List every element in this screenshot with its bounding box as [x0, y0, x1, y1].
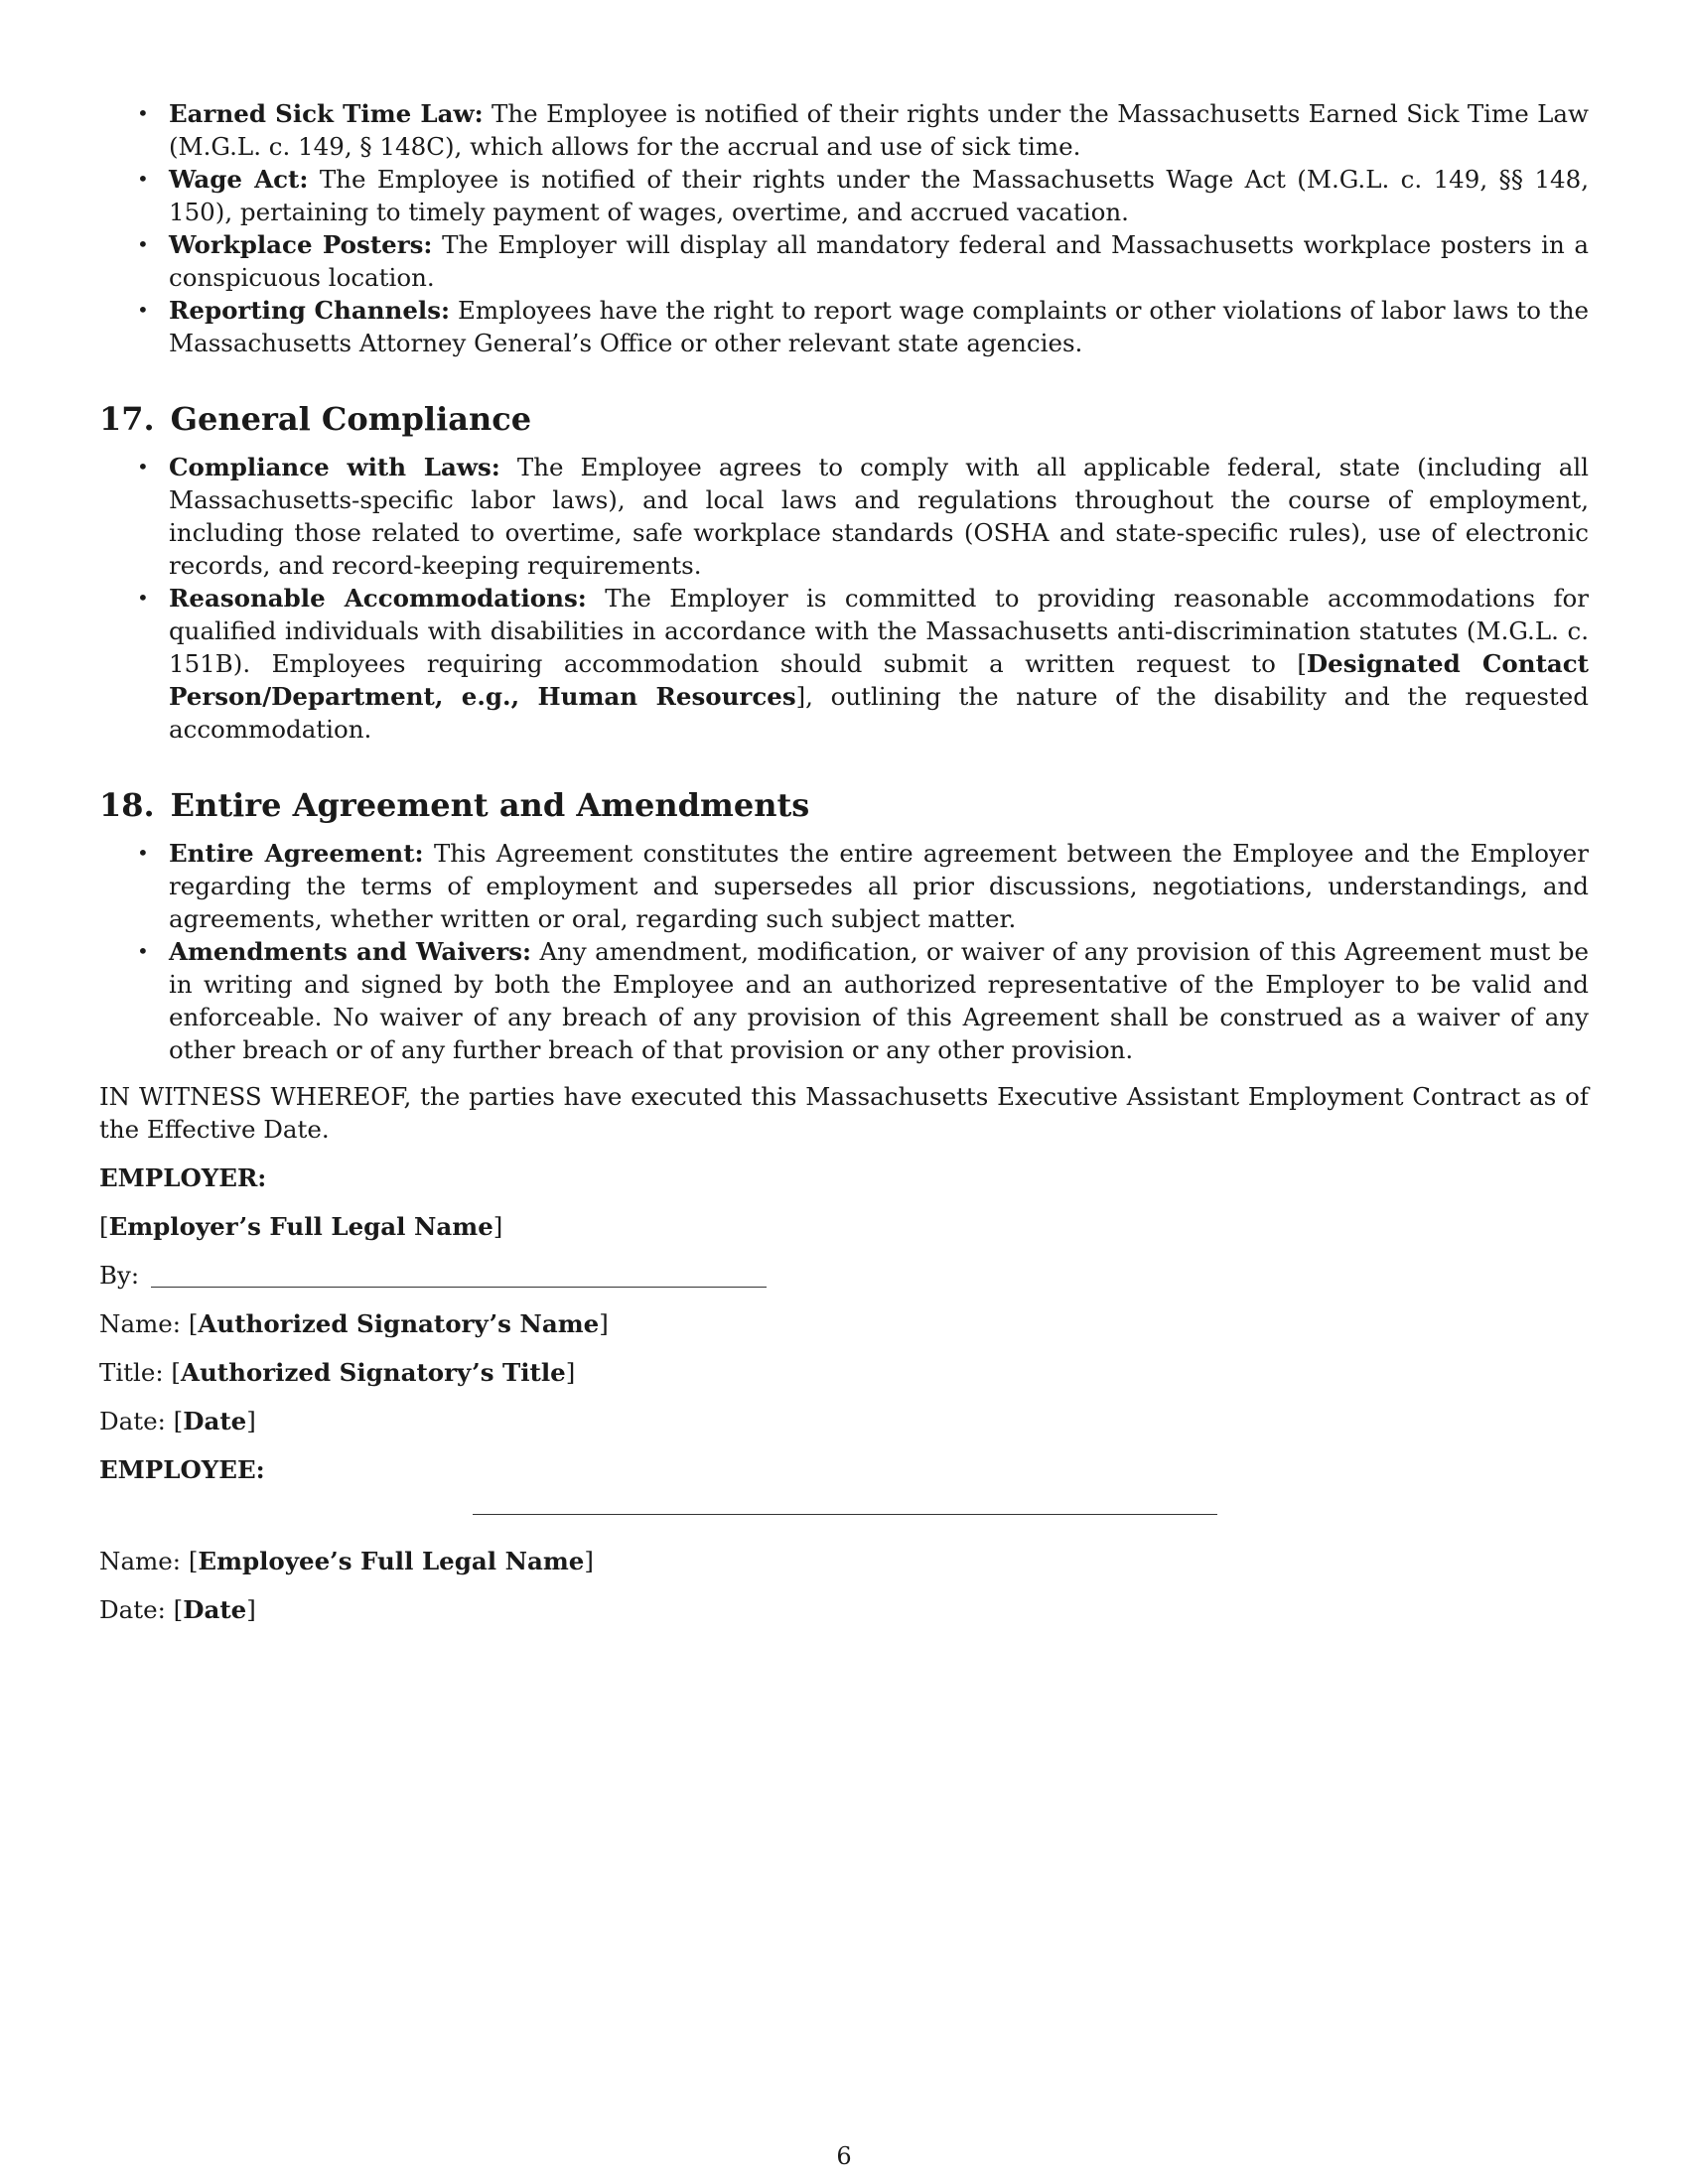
- bullet-icon: •: [137, 455, 149, 478]
- item-label: Earned Sick Time Law:: [169, 99, 484, 128]
- item-label: Compliance with Laws:: [169, 453, 500, 481]
- list-item: [99, 97, 1589, 163]
- employer-legal-name-text: Employer’s Full Legal Name: [108, 1212, 493, 1241]
- section-17-heading: [99, 399, 1589, 439]
- contact-placeholder: Designated Contact Person/Department, e.g., Human Resources: [169, 649, 1589, 711]
- bullet-icon: •: [137, 298, 149, 322]
- employer-legal-name: [Employer’s Full Legal Name]: [99, 1212, 503, 1241]
- item-text: The Employer will display all mandatory federal and Massachusetts workplace posters in a conspicuous location.: [169, 230, 1589, 292]
- item-text: The Employer is committed to providing reasonable accommodations for qualified individuals with disabilities in accordance with the Massachusetts anti-discrimination statutes (M.G.L. c. 151B). Employees requiring accommodation should submit a written request to [: [169, 584, 1589, 678]
- employer-date-row: Date: [Date]: [99, 1407, 256, 1435]
- item-label: Amendments and Waivers:: [169, 937, 532, 966]
- witness-clause: IN WITNESS WHEREOF, the parties have executed this Massachusetts Executive Assistant Employment Contract as of the Effective Date.: [99, 1082, 1589, 1144]
- list-item: [99, 294, 1589, 359]
- signatory-title: Authorized Signatory’s Title: [180, 1358, 566, 1387]
- list-item: [99, 582, 1589, 746]
- section-title: General Compliance: [170, 400, 532, 438]
- item-text: ], outlining the nature of the disability and the requested accommodation.: [169, 682, 1589, 744]
- item-text: The Employee is notified of their rights under the Massachusetts Wage Act (M.G.L. c. 149, §§ 148, 150), pertaining to timely payment of wages, overtime, and accrued vacation.: [169, 165, 1589, 226]
- page-number: 6: [836, 2142, 852, 2170]
- employer-date: Date: [183, 1407, 247, 1435]
- list-item: [99, 228, 1589, 294]
- section-16-list: [99, 97, 1589, 359]
- employer-name-row: Name: [Authorized Signatory’s Name]: [99, 1309, 609, 1338]
- employee-date: Date: [183, 1595, 247, 1624]
- employee-name-row: Name: [Employee’s Full Legal Name]: [99, 1547, 594, 1575]
- date-label: Date:: [99, 1407, 166, 1435]
- employer-heading-text: EMPLOYER:: [99, 1163, 267, 1192]
- document-body: [99, 97, 1589, 1626]
- bullet-icon: •: [137, 939, 149, 963]
- employer-heading: [99, 1161, 1589, 1194]
- item-label: Reporting Channels:: [169, 296, 451, 325]
- employer-by-row: [99, 1259, 1589, 1292]
- by-label: By:: [99, 1261, 140, 1290]
- list-item: [99, 163, 1589, 228]
- bullet-icon: •: [137, 101, 149, 125]
- item-label: Entire Agreement:: [169, 839, 424, 868]
- list-item: [99, 837, 1589, 935]
- bullet-icon: •: [137, 841, 149, 865]
- employee-name: Employee’s Full Legal Name: [198, 1547, 585, 1575]
- section-title: Entire Agreement and Amendments: [170, 786, 810, 824]
- bullet-icon: •: [137, 586, 149, 610]
- date-label: Date:: [99, 1595, 166, 1624]
- item-label: Workplace Posters:: [169, 230, 433, 259]
- item-text: Employees have the right to report wage complaints or other violations of labor laws to the Massachusetts Attorney General’s Office or other relevant state agencies.: [169, 296, 1589, 357]
- item-text: Any amendment, modification, or waiver of any provision of this Agreement must be in writing and signed by both the Employee and an authorized representative of the Employer to be valid and enforceable. No waiver of any breach of any provision of this Agreement shall be construed as a waiver of any other breach or of any further breach of that provision or any other provision.: [169, 937, 1589, 1064]
- employee-heading: [99, 1453, 1589, 1486]
- item-label: Reasonable Accommodations:: [169, 584, 587, 613]
- signatory-name: Authorized Signatory’s Name: [198, 1309, 600, 1338]
- list-item: [99, 451, 1589, 582]
- name-label: Name:: [99, 1547, 182, 1575]
- bullet-icon: •: [137, 167, 149, 191]
- section-number: 18.: [99, 786, 155, 824]
- section-number: 17.: [99, 400, 155, 438]
- employee-heading-text: EMPLOYEE:: [99, 1455, 265, 1484]
- bullet-icon: •: [137, 232, 149, 256]
- section-18-list: [99, 837, 1589, 1066]
- section-18-heading: [99, 785, 1589, 825]
- item-text: This Agreement constitutes the entire agreement between the Employee and the Employer regarding the terms of employment and supersedes all prior discussions, negotiations, understandings, and agreements, whether written or oral, regarding such subject matter.: [169, 839, 1590, 933]
- item-text: The Employee is notified of their rights under the Massachusetts Earned Sick Time Law (M.G.L. c. 149, § 148C), which allows for the accrual and use of sick time.: [169, 99, 1590, 161]
- employee-signature-line[interactable]: [473, 1514, 1217, 1515]
- employee-date-row: Date: [Date]: [99, 1595, 256, 1624]
- section-17-list: [99, 451, 1589, 746]
- list-item: [99, 935, 1589, 1066]
- item-text: The Employee agrees to comply with all applicable federal, state (including all Massachusetts-specific labor laws), and local laws and regulations throughout the course of employment, including those related to overtime, safe workplace standards (OSHA and state-specific rules), use of electronic records, and record-keeping requirements.: [169, 453, 1589, 580]
- title-label: Title:: [99, 1358, 164, 1387]
- employer-title-row: Title: [Authorized Signatory’s Title]: [99, 1358, 576, 1387]
- name-label: Name:: [99, 1309, 182, 1338]
- employer-signature-line[interactable]: [151, 1263, 767, 1288]
- item-label: Wage Act:: [169, 165, 309, 194]
